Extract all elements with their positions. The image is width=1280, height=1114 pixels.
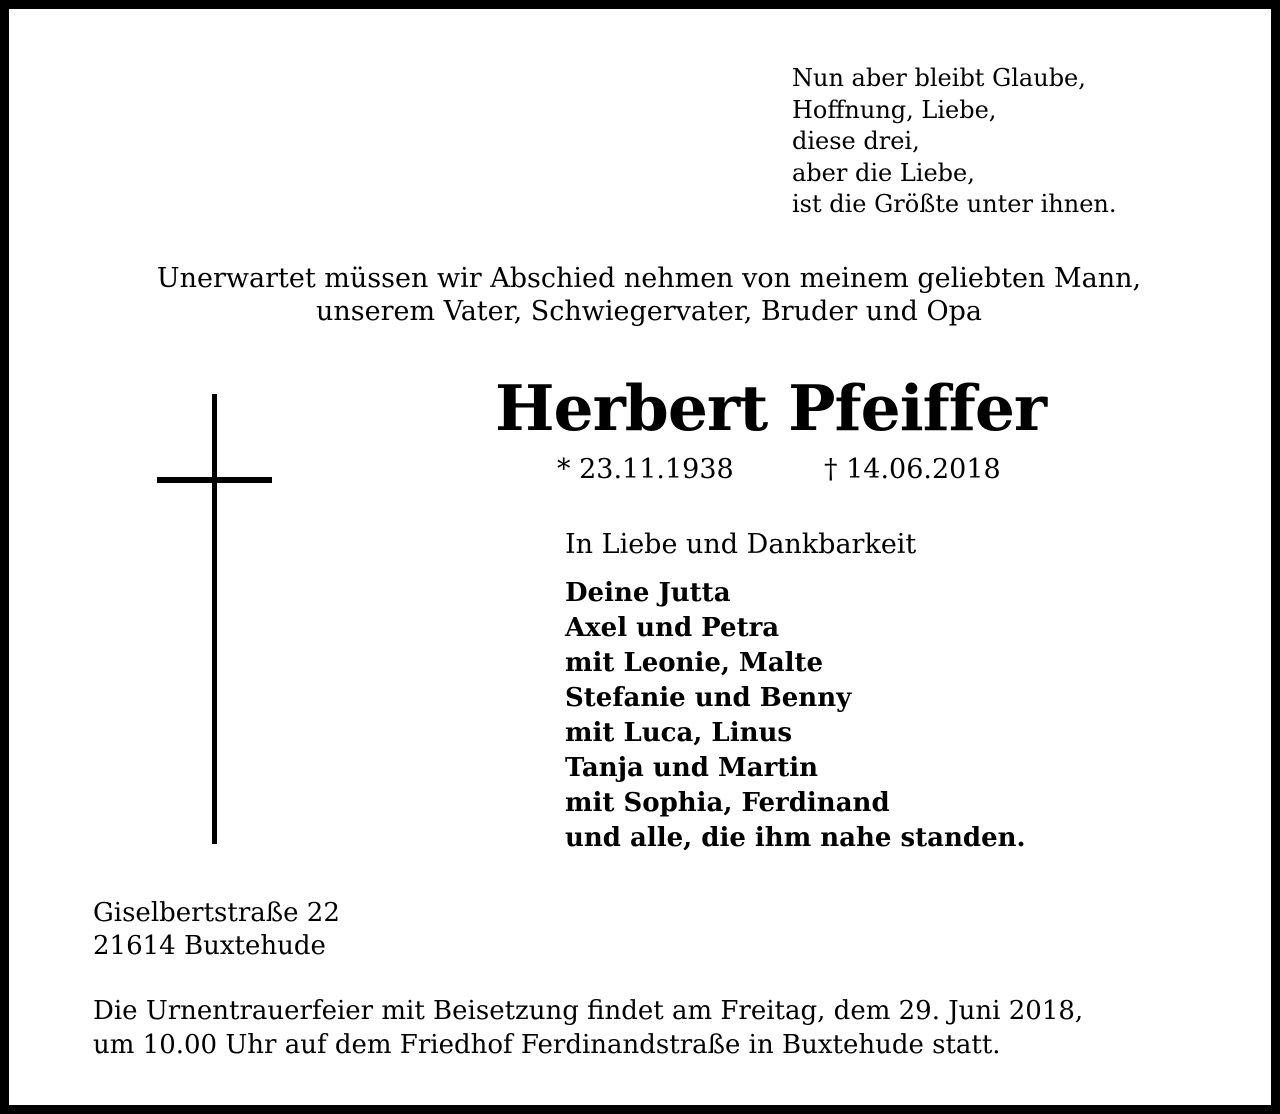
death-date: † 14.06.2018 bbox=[824, 454, 1001, 485]
mourners-list bbox=[565, 576, 1026, 856]
deceased-name: Herbert Pfeiffer bbox=[495, 371, 1047, 445]
cross-vertical-bar bbox=[212, 394, 217, 844]
verse-line: Nun aber bleibt Glaube, bbox=[792, 64, 1086, 92]
mourner-line: mit Luca, Linus bbox=[565, 718, 793, 748]
funeral-notice bbox=[93, 994, 1083, 1062]
verse-line: ist die Größte unter ihnen. bbox=[792, 190, 1117, 218]
mourner-line: und alle, die ihm nahe standen. bbox=[565, 823, 1026, 853]
intro-line: Unerwartet müssen wir Abschied nehmen von meinem geliebten Mann, bbox=[156, 263, 1142, 294]
address-street: Giselbertstraße 22 bbox=[93, 898, 340, 928]
verse-line: diese drei, bbox=[792, 127, 920, 155]
cross-horizontal-bar bbox=[157, 477, 272, 483]
address-city: 21614 Buxtehude bbox=[93, 931, 326, 961]
intro-line: unserem Vater, Schwiegervater, Bruder und Opa bbox=[316, 296, 982, 327]
cross-icon bbox=[157, 394, 272, 844]
funeral-line: Die Urnentrauerfeier mit Beisetzung findet am Freitag, dem 29. Juni 2018, bbox=[93, 996, 1084, 1026]
mourner-line: mit Leonie, Malte bbox=[565, 648, 824, 678]
mourners-intro: In Liebe und Dankbarkeit bbox=[565, 529, 917, 560]
address bbox=[93, 897, 340, 963]
mourner-line: Tanja und Martin bbox=[565, 753, 819, 783]
verse-line: aber die Liebe, bbox=[792, 158, 975, 187]
funeral-line: um 10.00 Uhr auf dem Friedhof Ferdinandstraße in Buxtehude statt. bbox=[93, 1030, 1001, 1060]
bible-verse bbox=[792, 63, 1116, 221]
mourner-line: Axel und Petra bbox=[565, 613, 780, 643]
birth-date: * 23.11.1938 bbox=[557, 454, 734, 485]
mourner-line: Stefanie und Benny bbox=[565, 683, 852, 713]
verse-line: Hoffnung, Liebe, bbox=[792, 95, 997, 124]
mourner-line: Deine Jutta bbox=[565, 578, 731, 608]
mourner-line: mit Sophia, Ferdinand bbox=[565, 788, 890, 818]
intro-text bbox=[69, 262, 1229, 328]
